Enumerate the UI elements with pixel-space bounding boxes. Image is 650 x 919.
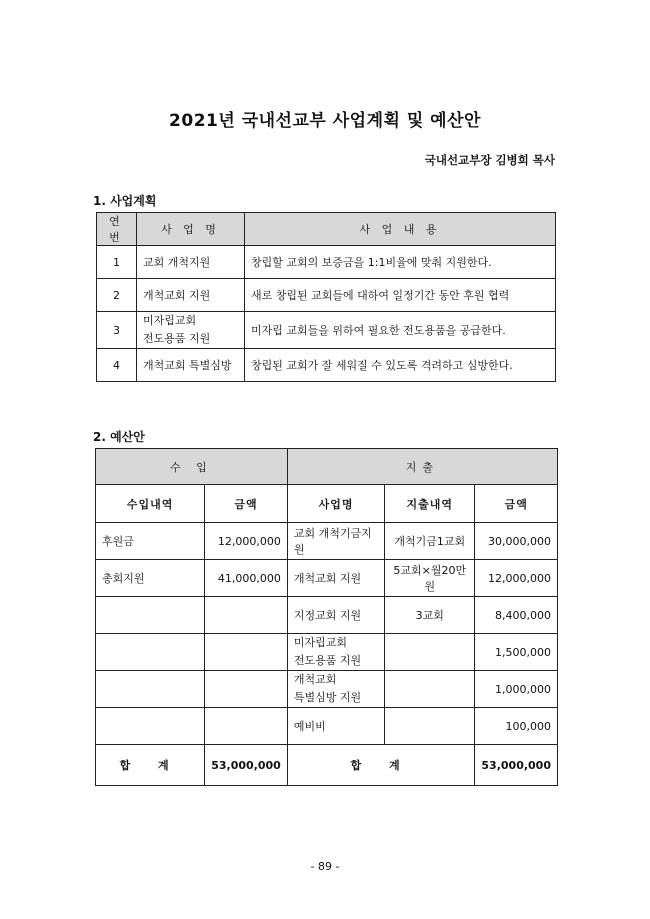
expense-amount: 8,400,000 [475, 597, 558, 634]
income-item [96, 671, 205, 708]
table-row [96, 634, 558, 671]
header-project-name: 사 업 명 [137, 213, 245, 246]
header-income-item: 수입내역 [96, 485, 205, 523]
table-header-row [97, 213, 556, 246]
table-row [97, 312, 556, 349]
row-project-content: 미자립 교회들을 위하여 필요한 전도용품을 공급한다. [245, 312, 556, 349]
project-name [287, 671, 384, 708]
row-project-content: 창립된 교회가 잘 세워질 수 있도록 격려하고 심방한다. [245, 349, 556, 382]
header-number: 연번 [97, 213, 137, 246]
expense-amount: 1,000,000 [475, 671, 558, 708]
expense-amount: 100,000 [475, 708, 558, 745]
table-row [97, 349, 556, 382]
section-heading-plan: 1. 사업계획 [93, 194, 157, 208]
document-title: 2021년 국내선교부 사업계획 및 예산안 [169, 111, 481, 131]
expense-detail [385, 671, 475, 708]
project-name-line2: 특별심방 지원 [293, 691, 362, 704]
budget-group-header-row [96, 449, 558, 485]
expense-detail [385, 708, 475, 745]
income-amount [205, 634, 288, 671]
row-number: 1 [97, 246, 137, 279]
table-row [96, 597, 558, 634]
row-number: 4 [97, 349, 137, 382]
expense-total-label: 합 계 [287, 745, 475, 786]
table-row [97, 279, 556, 312]
income-item: 총회지원 [96, 560, 205, 597]
project-name-line1: 개척교회 [293, 673, 337, 686]
project-name [287, 634, 384, 671]
income-item [96, 634, 205, 671]
income-amount [205, 671, 288, 708]
income-amount: 12,000,000 [205, 523, 288, 560]
income-amount [205, 708, 288, 745]
table-row [96, 560, 558, 597]
row-project-content: 창립할 교회의 보증금을 1:1비율에 맞춰 지원한다. [245, 246, 556, 279]
expense-detail: 개척기금1교회 [385, 523, 475, 560]
row-project-name: 개척교회 지원 [137, 279, 245, 312]
income-item [96, 708, 205, 745]
project-name: 개척교회 지원 [287, 560, 384, 597]
row-project-name [137, 312, 245, 349]
income-item [96, 597, 205, 634]
expense-detail: 3교회 [385, 597, 475, 634]
row-number: 2 [97, 279, 137, 312]
expense-total: 53,000,000 [475, 745, 558, 786]
income-header: 수 입 [96, 449, 288, 485]
project-name-line2: 전도용품 지원 [293, 654, 362, 667]
project-name: 지정교회 지원 [287, 597, 384, 634]
project-name-line1: 미자립교회 [293, 636, 347, 649]
expense-detail: 5교회×월20만원 [385, 560, 475, 597]
expense-detail [385, 634, 475, 671]
table-row [96, 523, 558, 560]
income-amount: 41,000,000 [205, 560, 288, 597]
header-project: 사업명 [287, 485, 384, 523]
header-expense-detail: 지출내역 [385, 485, 475, 523]
page-number: - 89 - [310, 860, 340, 873]
table-row [97, 246, 556, 279]
income-item: 후원금 [96, 523, 205, 560]
business-plan-table [96, 212, 556, 382]
row-project-content: 새로 창립된 교회들에 대하여 일정기간 동안 후원 협력 [245, 279, 556, 312]
row-number: 3 [97, 312, 137, 349]
income-total: 53,000,000 [205, 745, 288, 786]
author-line: 국내선교부장 김병희 목사 [424, 153, 555, 167]
income-amount [205, 597, 288, 634]
section-heading-budget: 2. 예산안 [93, 430, 145, 444]
project-name: 예비비 [287, 708, 384, 745]
row-project-name-line1: 미자립교회 [143, 314, 197, 327]
row-project-name: 개척교회 특별심방 [137, 349, 245, 382]
row-project-name: 교회 개척지원 [137, 246, 245, 279]
budget-table [95, 448, 558, 786]
header-project-content: 사 업 내 용 [245, 213, 556, 246]
table-row [96, 671, 558, 708]
project-name: 교회 개척기금지원 [287, 523, 384, 560]
header-expense-amount: 금액 [475, 485, 558, 523]
total-row [96, 745, 558, 786]
budget-sub-header-row [96, 485, 558, 523]
row-project-name-line2: 전도용품 지원 [143, 332, 211, 345]
expense-amount: 1,500,000 [475, 634, 558, 671]
income-total-label: 합 계 [96, 745, 205, 786]
header-income-amount: 금액 [205, 485, 288, 523]
expense-header: 지출 [287, 449, 557, 485]
expense-amount: 12,000,000 [475, 560, 558, 597]
expense-amount: 30,000,000 [475, 523, 558, 560]
table-row [96, 708, 558, 745]
